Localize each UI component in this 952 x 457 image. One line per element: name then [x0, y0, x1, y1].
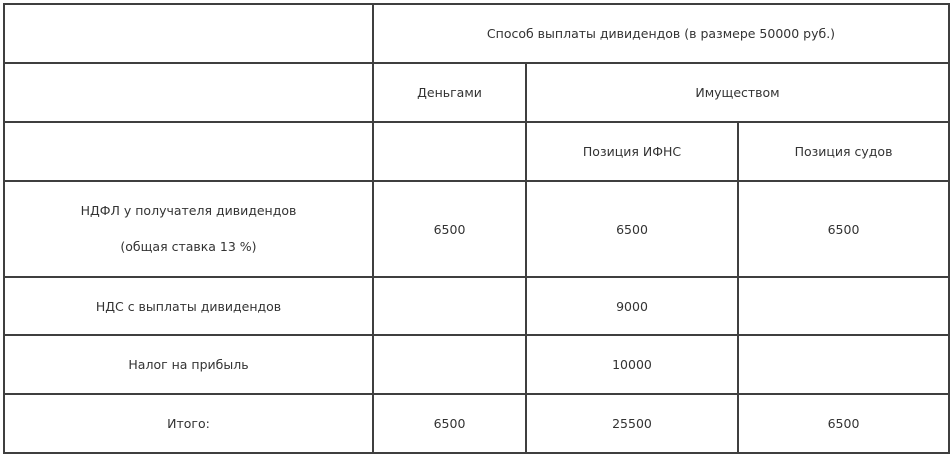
empty-cell [4, 4, 373, 63]
dividend-tax-table [3, 3, 950, 454]
row-label: Итого: [4, 394, 373, 453]
ifns-value: 6500 [526, 181, 738, 277]
table-row [4, 181, 949, 277]
cash-value [373, 335, 526, 394]
ifns-value: 25500 [526, 394, 738, 453]
header-row-3 [4, 122, 949, 181]
cash-value: 6500 [373, 181, 526, 277]
row-label: Налог на прибыль [4, 335, 373, 394]
row-label: НДС с выплаты дивидендов [4, 277, 373, 335]
courts-value: 6500 [738, 394, 949, 453]
payment-method-header: Способ выплаты дивидендов (в размере 50000 руб.) [373, 4, 949, 63]
courts-value [738, 277, 949, 335]
courts-value: 6500 [738, 181, 949, 277]
header-row-2 [4, 63, 949, 122]
cash-header: Деньгами [373, 63, 526, 122]
ifns-value: 10000 [526, 335, 738, 394]
ifns-position-header: Позиция ИФНС [526, 122, 738, 181]
row-label-note: (общая ставка 13 %) [120, 239, 257, 254]
total-row [4, 394, 949, 453]
empty-cell [373, 122, 526, 181]
courts-position-header: Позиция судов [738, 122, 949, 181]
table-row [4, 277, 949, 335]
courts-value [738, 335, 949, 394]
empty-cell [4, 63, 373, 122]
table-row [4, 335, 949, 394]
cash-value: 6500 [373, 394, 526, 453]
empty-cell [4, 122, 373, 181]
cash-value [373, 277, 526, 335]
header-row-1 [4, 4, 949, 63]
ifns-value: 9000 [526, 277, 738, 335]
row-label-text: НДФЛ у получателя дивидендов [80, 203, 297, 218]
property-header: Имуществом [526, 63, 949, 122]
row-label [4, 181, 373, 277]
